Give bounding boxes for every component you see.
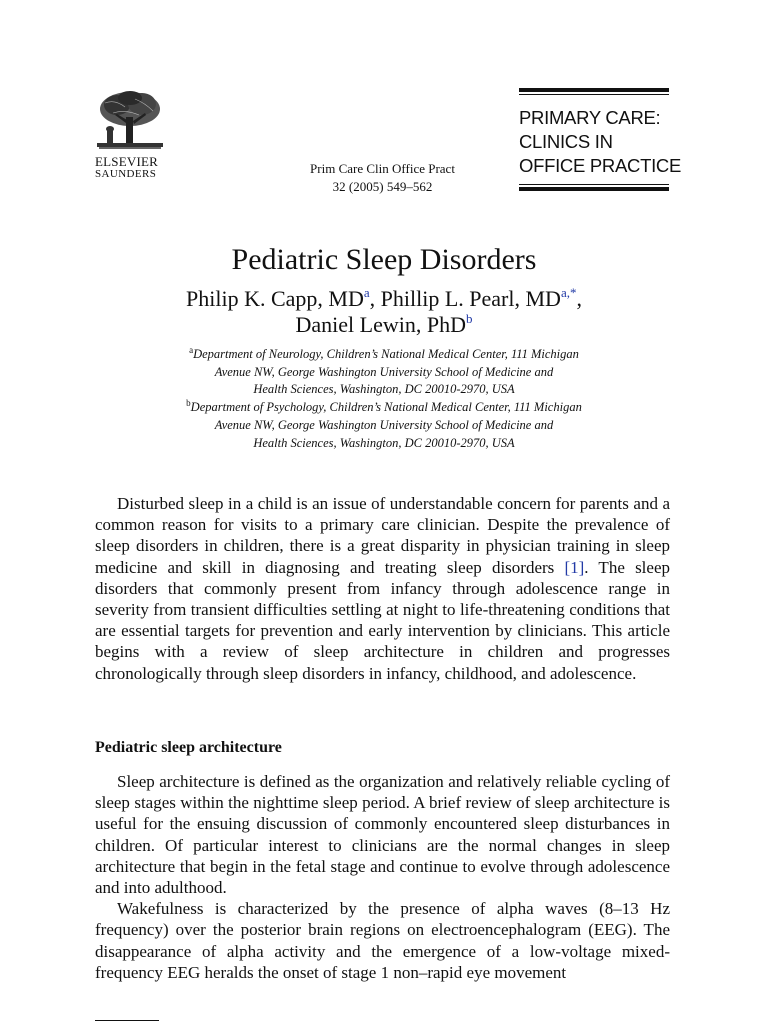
journal-title-box: [519, 88, 682, 191]
affiliation-mark[interactable]: b: [465, 311, 473, 326]
body-paragraph: Sleep architecture is defined as the organization and relatively reliable cycling of sleep stages within the nighttime sleep period. A brief review of sleep architecture is useful for the ensuing discussion of commonly encountered sleep disturbances in children. Of particular interest to clinicians are the normal changes in sleep architecture that begin in the fetal stage and continue to evolve through adolescence and into adulthood.: [95, 772, 670, 898]
author-separator: ,: [369, 286, 381, 311]
publisher-logo: [95, 89, 167, 180]
journal-title-line: CLINICS IN: [519, 131, 613, 152]
author-separator: ,: [576, 286, 582, 311]
section-body: [95, 771, 670, 983]
article-title: Pediatric Sleep Disorders: [231, 243, 537, 276]
journal-title-line: PRIMARY CARE:: [519, 107, 661, 128]
author-name: Phillip L. Pearl, MD: [380, 286, 561, 311]
journal-citation: [280, 160, 485, 196]
reference-link[interactable]: [1]: [564, 557, 585, 577]
affiliation-mark[interactable]: a,*: [560, 285, 577, 300]
affiliation-line: $^a$Department of Neurology, Children’s National Medical Center, 111 Michigan: [189, 345, 579, 361]
affiliation-line: Health Sciences, Washington, DC 20010-2970, USA: [253, 435, 515, 450]
author-name: Daniel Lewin, PhD: [295, 312, 466, 337]
affiliations: [100, 346, 668, 452]
affiliation-letter: a: [189, 345, 194, 355]
publisher-name: ELSEVIER: [95, 154, 158, 169]
tree-logo-icon: [95, 89, 165, 153]
citation-journal: Prim Care Clin Office Pract: [310, 161, 455, 176]
journal-title-line: OFFICE PRACTICE: [519, 155, 682, 176]
footnote-divider: [95, 1020, 159, 1021]
author-list: [0, 286, 768, 338]
affiliation-line: Avenue NW, George Washington University School of Medicine and: [214, 417, 554, 432]
affiliation-line: $^b$Department of Psychology, Children’s National Medical Center, 111 Michigan: [186, 398, 582, 415]
affiliation-mark[interactable]: a: [363, 285, 370, 300]
author-name: Philip K. Capp, MD: [186, 286, 364, 311]
affiliation-line: Avenue NW, George Washington University School of Medicine and: [214, 364, 554, 379]
affiliation-letter: b: [186, 398, 191, 409]
section-heading: Pediatric sleep architecture: [95, 739, 282, 756]
introduction: [95, 493, 670, 684]
body-paragraph: Wakefulness is characterized by the presence of alpha waves (8–13 Hz frequency) over the posterior brain regions on electroencephalogram (EEG). The disappearance of alpha activity and the emergence of a low-voltage mixed-frequency EEG heralds the onset of stage 1 non–rapid eye movement: [95, 899, 670, 982]
affiliation-line: Health Sciences, Washington, DC 20010-2970, USA: [253, 382, 515, 397]
publisher-imprint: SAUNDERS: [95, 168, 157, 180]
citation-volume: 32 (2005) 549–562: [332, 179, 433, 194]
intro-paragraph: Disturbed sleep in a child is an issue of understandable concern for parents and a common reason for visits to a primary care clinician. Despite the prevalence of sleep disorders in children, there is a great disparity in physician training in sleep medicine and skill in diagnosing and treating sleep disorders [1]. The sleep disorders that commonly present from infancy through adolescence range in severity from transient difficulties settling at night to life-threatening conditions that are essential targets for prevention and early intervention by clinicians. This article begins with a review of sleep architecture in children and progresses chronologically through sleep disorders in infancy, childhood, and adolescence.: [95, 494, 670, 683]
